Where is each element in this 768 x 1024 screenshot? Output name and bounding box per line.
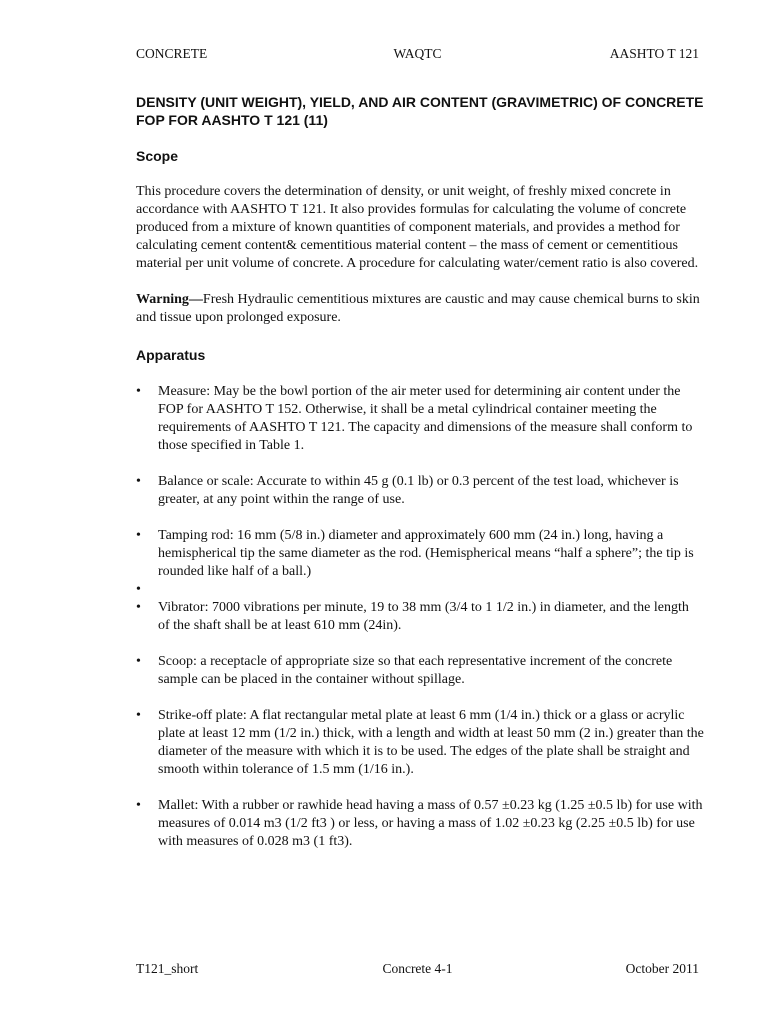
warning-text: Fresh Hydraulic cementitious mixtures are caustic and may cause chemical burns to skin and tissue upon prolonged exposure. [136, 292, 700, 325]
list-item [136, 707, 704, 779]
bullet-icon: • [136, 384, 141, 399]
list-item [136, 527, 704, 581]
footer-center: Concrete 4-1 [382, 961, 453, 976]
title-line-2: FOP FOR AASHTO T 121 (11) [136, 112, 328, 128]
bullet-icon: • [136, 708, 141, 723]
title-line-1: DENSITY (UNIT WEIGHT), YIELD, AND AIR CONTENT (GRAVIMETRIC) OF CONCRETE [136, 94, 704, 110]
scope-paragraph: This procedure covers the determination of density, or unit weight, of freshly mixed concrete in accordance with AASHTO T 121. It also provides formulas for calculating the volume of concrete produced from a mixture of known quantities of component materials, and provides a method for calculating cement content& cementitious material content – the mass of cement or cementitious material per unit volume of concrete. A procedure for calculating water/cement ratio is also covered. [136, 184, 699, 271]
list-item [136, 797, 704, 851]
bullet-icon: • [136, 600, 141, 615]
page-content [136, 93, 704, 869]
scope-heading: Scope [136, 148, 179, 164]
list-item-text: Vibrator: 7000 vibrations per minute, 19 to 38 mm (3/4 to 1 1/2 in.) in diameter, and the length of the shaft shall be at least 610 mm (24in). [158, 600, 689, 633]
warning-label: Warning— [136, 292, 203, 307]
list-item-text: Measure: May be the bowl portion of the air meter used for determining air content under the FOP for AASHTO T 152. Otherwise, it shall be a metal cylindrical container meeting the requirements of AASHTO T 121. The capacity and dimensions of the measure shall conform to those specified in Table 1. [158, 384, 693, 453]
list-item-text: Mallet: With a rubber or rawhide head having a mass of 0.57 ±0.23 kg (1.25 ±0.5 lb) for use with measures of 0.014 m3 (1/2 ft3 ) or less, or having a mass of 1.02 ±0.23 kg (2.25 ±0.5 lb) for use with measures of 0.028 m3 (1 ft3). [158, 798, 703, 849]
list-item-text: Tamping rod: 16 mm (5/8 in.) diameter and approximately 600 mm (24 in.) long, having a hemispherical tip the same diameter as the rod. (Hemispherical means “half a sphere”; the tip is rounded like half of a ball.) [158, 528, 694, 579]
list-item-empty [136, 581, 704, 599]
footer-left: T121_short [136, 961, 199, 976]
list-item [136, 599, 704, 635]
bullet-icon: • [136, 582, 141, 597]
bullet-icon: • [136, 474, 141, 489]
page-header [136, 45, 699, 63]
header-center: WAQTC [393, 46, 442, 61]
apparatus-heading: Apparatus [136, 347, 206, 363]
document-title [136, 93, 704, 129]
apparatus-list [136, 383, 704, 851]
list-item [136, 383, 704, 455]
header-right: AASHTO T 121 [609, 46, 699, 61]
footer-right: October 2011 [625, 961, 699, 976]
list-item [136, 653, 704, 689]
bullet-icon: • [136, 798, 141, 813]
list-item-text: Strike-off plate: A flat rectangular metal plate at least 6 mm (1/4 in.) thick or a glass or acrylic plate at least 12 mm (1/2 in.) thick, with a length and width at least 50 mm (2 in.) greater than the diameter of the measure with which it is to be used. The edges of the plate shall be straight and smooth within tolerance of 1.5 mm (1/16 in.). [158, 708, 704, 777]
bullet-icon: • [136, 528, 141, 543]
list-item-text: Balance or scale: Accurate to within 45 g (0.1 lb) or 0.3 percent of the test load, whichever is greater, at any point within the range of use. [158, 474, 679, 507]
header-left: CONCRETE [136, 46, 208, 61]
list-item [136, 473, 704, 509]
warning-paragraph [136, 291, 704, 327]
page-footer [136, 960, 699, 978]
bullet-icon: • [136, 654, 141, 669]
list-item-text: Scoop: a receptacle of appropriate size so that each representative increment of the concrete sample can be placed in the container without spillage. [158, 654, 673, 687]
